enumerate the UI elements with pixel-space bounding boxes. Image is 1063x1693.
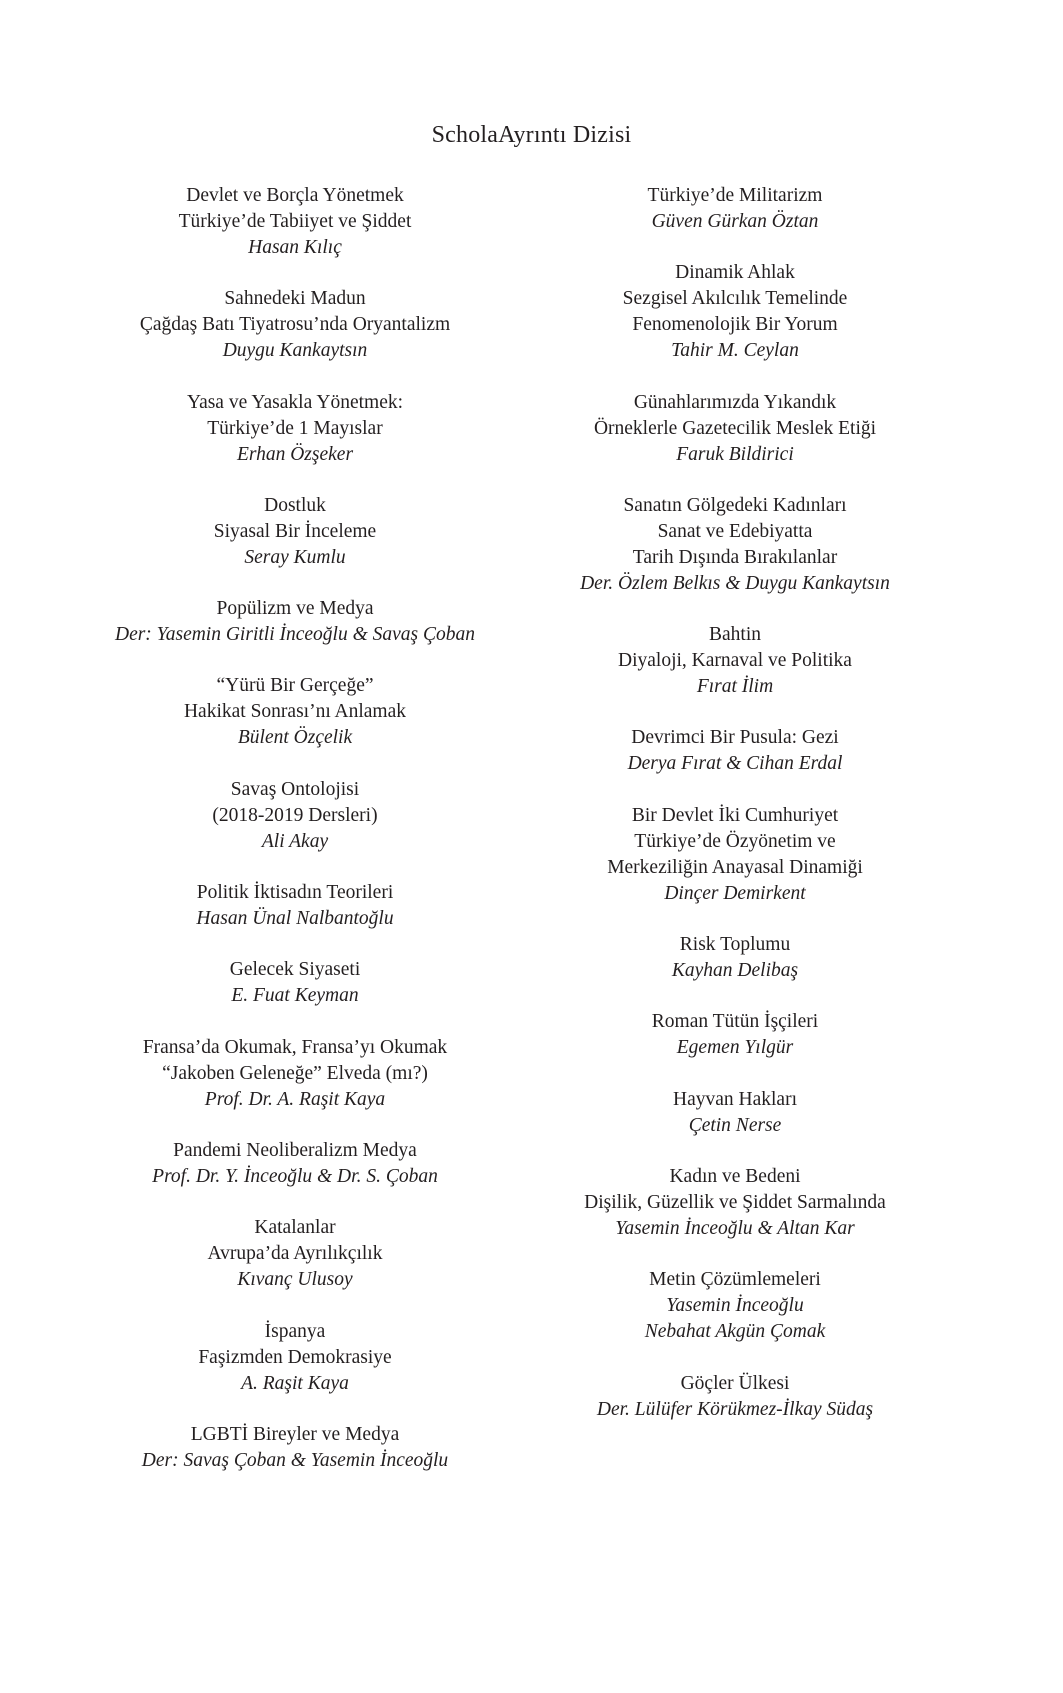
book-author: Der: Yasemin Giritli İnceoğlu & Savaş Çoban (114, 624, 476, 646)
book-entry (90, 493, 500, 571)
book-author: Der. Özlem Belkıs & Duygu Kankaytsın (580, 572, 890, 594)
book-author: Duygu Kankaytsın (222, 340, 368, 362)
book-title-line: Diyaloji, Karnaval ve Politika (618, 650, 852, 672)
book-entry (90, 286, 500, 364)
book-title-line: Yasa ve Yasakla Yönetmek: (186, 391, 404, 413)
book-entry (530, 803, 940, 907)
book-title-line: Pandemi Neoliberalizm Medya (173, 1139, 417, 1161)
book-entry (90, 1138, 500, 1190)
book-author: Kıvanç Ulusoy (237, 1269, 353, 1291)
book-entry (90, 957, 500, 1009)
book-title-line: Roman Tütün İşçileri (651, 1011, 819, 1033)
book-author: Ali Akay (261, 830, 329, 852)
book-entry (530, 1009, 940, 1061)
book-author: Hasan Kılıç (248, 237, 342, 258)
book-title-line: İspanya (264, 1320, 326, 1342)
book-title-line: Çağdaş Batı Tiyatrosu’nda Oryantalizm (139, 314, 451, 336)
book-title-line: “Jakoben Geleneğe” Elveda (mı?) (162, 1062, 428, 1084)
book-entry (90, 1215, 500, 1293)
book-author: Yasemin İnceoğlu (666, 1295, 804, 1317)
book-entry (90, 390, 500, 468)
book-author: A. Raşit Kaya (241, 1372, 349, 1394)
book-title-line: Savaş Ontolojisi (230, 778, 360, 800)
book-entry (90, 183, 500, 261)
book-author: Çetin Nerse (688, 1114, 782, 1136)
book-author: Seray Kumlu (244, 546, 346, 568)
book-title-line: Bir Devlet İki Cumhuriyet (631, 804, 839, 826)
book-title-line: Türkiye’de Militarizm (647, 185, 823, 206)
book-entry (90, 1422, 500, 1474)
book-title-line: Faşizmden Demokrasiye (198, 1346, 392, 1368)
book-entry (530, 932, 940, 984)
book-title-line: Türkiye’de Özyönetim ve (634, 830, 836, 852)
book-author: Dinçer Demirkent (664, 882, 806, 904)
book-entry (530, 493, 940, 597)
book-entry (530, 1267, 940, 1345)
book-author: Bülent Özçelik (237, 727, 353, 749)
book-entry (90, 880, 500, 932)
book-title-line: Hakikat Sonrası’nı Anlamak (183, 701, 407, 723)
book-title-line: Fransa’da Okumak, Fransa’yı Okumak (142, 1036, 448, 1058)
book-entry (530, 622, 940, 700)
book-author: Erhan Özşeker (236, 443, 354, 465)
book-title-line: Avrupa’da Ayrılıkçılık (207, 1243, 383, 1265)
book-title-line: Devlet ve Borçla Yönetmek (186, 185, 404, 206)
book-author: Tahir M. Ceylan (671, 340, 799, 362)
book-title-line: Örneklerle Gazetecilik Meslek Etiği (593, 417, 877, 439)
book-title-line: Popülizm ve Medya (216, 598, 374, 620)
book-author: Egemen Yılgür (676, 1037, 794, 1059)
book-title-line: Dinamik Ahlak (675, 262, 795, 284)
book-author: Fırat İlim (696, 676, 774, 698)
book-list-left-column (90, 183, 500, 1499)
book-title-line: Sezgisel Akılcılık Temelinde (622, 288, 848, 310)
book-title-line: Fenomenolojik Bir Yorum (632, 314, 838, 336)
book-author: Yasemin İnceoğlu & Altan Kar (615, 1217, 855, 1239)
book-title-line: Sanat ve Edebiyatta (657, 520, 813, 542)
book-author: Nebahat Akgün Çomak (644, 1321, 826, 1343)
book-title-line: Sanatın Gölgedeki Kadınları (623, 494, 847, 516)
book-title-line: Risk Toplumu (679, 934, 791, 956)
book-entry (530, 1371, 940, 1423)
book-author: Der: Savaş Çoban & Yasemin İnceoğlu (141, 1449, 449, 1471)
book-title-line: Katalanlar (254, 1217, 336, 1239)
book-author: Prof. Dr. A. Raşit Kaya (204, 1088, 386, 1110)
book-title-line: Dişilik, Güzellik ve Şiddet Sarmalında (584, 1191, 886, 1213)
book-author: Hasan Ünal Nalbantoğlu (196, 908, 394, 930)
book-title-line: Siyasal Bir İnceleme (213, 520, 377, 542)
book-title-line: Türkiye’de Tabiiyet ve Şiddet (178, 211, 412, 232)
book-list-right-column (530, 183, 940, 1448)
book-title-line: “Yürü Bir Gerçeğe” (216, 675, 374, 697)
book-title-line: Tarih Dışında Bırakılanlar (632, 546, 838, 568)
book-title-line: (2018-2019 Dersleri) (212, 804, 378, 826)
book-entry (530, 1087, 940, 1139)
book-author: E. Fuat Keyman (231, 985, 359, 1007)
book-author: Kayhan Delibaş (671, 960, 799, 982)
book-title-line: Merkeziliğin Anayasal Dinamiği (607, 856, 863, 878)
book-author: Faruk Bildirici (676, 443, 794, 465)
book-title-line: LGBTİ Bireyler ve Medya (190, 1423, 400, 1445)
book-title-line: Kadın ve Bedeni (669, 1165, 801, 1187)
book-title-line: Sahnedeki Madun (224, 288, 366, 310)
book-entry (530, 183, 940, 235)
series-title: ScholaAyrıntı Dizisi (431, 122, 632, 148)
book-entry (90, 673, 500, 751)
book-title-line: Bahtin (709, 624, 761, 646)
book-title-line: Hayvan Hakları (673, 1088, 797, 1110)
book-entry (530, 390, 940, 468)
book-author: Prof. Dr. Y. İnceoğlu & Dr. S. Çoban (152, 1165, 438, 1187)
book-title-line: Dostluk (264, 494, 326, 516)
book-title-line: Devrimci Bir Pusula: Gezi (631, 727, 839, 749)
book-entry (530, 260, 940, 364)
book-author: Derya Fırat & Cihan Erdal (627, 753, 843, 775)
book-entry (90, 1319, 500, 1397)
book-entry (90, 1035, 500, 1113)
book-author: Güven Gürkan Öztan (651, 211, 819, 232)
book-entry (530, 725, 940, 777)
book-title-line: Türkiye’de 1 Mayıslar (207, 417, 383, 439)
book-title-line: Metin Çözümlemeleri (649, 1269, 821, 1291)
book-title-line: Politik İktisadın Teorileri (196, 882, 394, 904)
book-entry (90, 777, 500, 855)
book-author: Der. Lülüfer Körükmez-İlkay Südaş (596, 1398, 874, 1420)
book-entry (530, 1164, 940, 1242)
book-title-line: Günahlarımızda Yıkandık (633, 391, 837, 413)
book-entry (90, 596, 500, 648)
book-title-line: Gelecek Siyaseti (229, 959, 361, 981)
book-title-line: Göçler Ülkesi (680, 1372, 790, 1394)
